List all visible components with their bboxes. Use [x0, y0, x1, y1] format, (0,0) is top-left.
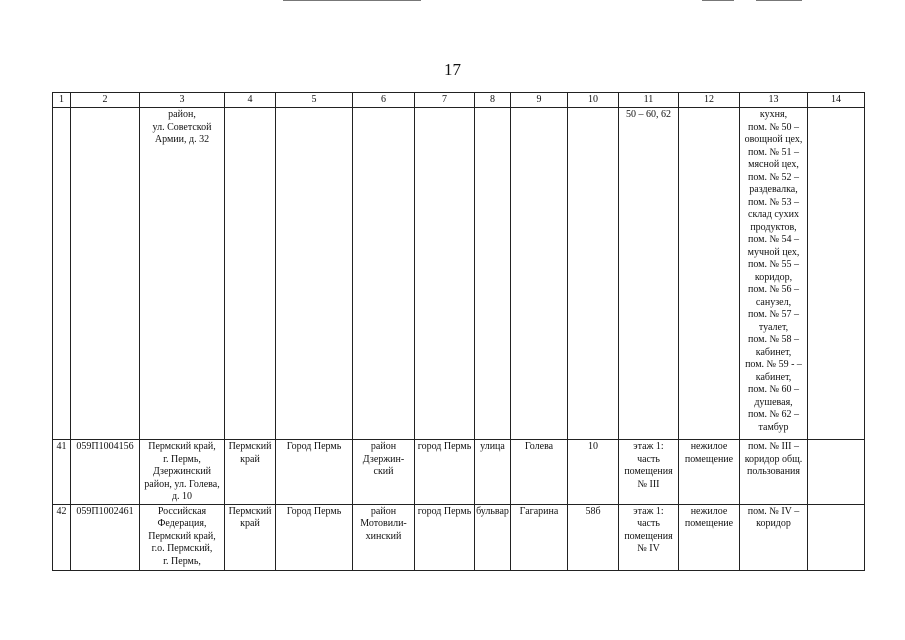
table-cell: Город Пермь: [276, 504, 353, 570]
column-header: 11: [619, 93, 679, 108]
table-cell: 059П1002461: [71, 504, 140, 570]
column-header: 5: [276, 93, 353, 108]
table-cell: Голева: [511, 440, 568, 505]
header-row: [53, 93, 865, 108]
table-cell: 42: [53, 504, 71, 570]
table-cell: нежилое помещение: [679, 504, 740, 570]
table-cell: бульвар: [475, 504, 511, 570]
table-cell: город Пермь: [415, 440, 475, 505]
column-header: 8: [475, 93, 511, 108]
table-cell: 58б: [568, 504, 619, 570]
table-cell: Пермский край, г. Пермь, Дзержинский район, ул. Голева, д. 10: [140, 440, 225, 505]
table-row: [53, 440, 865, 505]
table-cell: [475, 108, 511, 440]
table-cell: район, ул. Советской Армии, д. 32: [140, 108, 225, 440]
column-header: 7: [415, 93, 475, 108]
table-row: [53, 504, 865, 570]
column-header: 12: [679, 93, 740, 108]
table-cell: район Дзержин- ский: [353, 440, 415, 505]
table-cell: Город Пермь: [276, 440, 353, 505]
table-cell: [353, 108, 415, 440]
table-row: [53, 108, 865, 440]
table-cell: [225, 108, 276, 440]
table-cell: [415, 108, 475, 440]
table-cell: Пермский край: [225, 504, 276, 570]
table-cell: [808, 504, 865, 570]
column-header: 1: [53, 93, 71, 108]
table-cell: [53, 108, 71, 440]
register-table: [52, 92, 865, 571]
table-cell: нежилое помещение: [679, 440, 740, 505]
column-header: 3: [140, 93, 225, 108]
top-edge-line: [702, 0, 734, 1]
table-cell: 41: [53, 440, 71, 505]
table-cell: Российская Федерация, Пермский край, г.о. Пермский, г. Пермь,: [140, 504, 225, 570]
table-cell: [276, 108, 353, 440]
table-cell: [679, 108, 740, 440]
top-edge-line: [283, 0, 421, 1]
table-cell: [511, 108, 568, 440]
table-cell: [808, 108, 865, 440]
table-cell: пом. № III – коридор общ. пользования: [740, 440, 808, 505]
table-cell: [568, 108, 619, 440]
table-cell: этаж 1: часть помещения № IV: [619, 504, 679, 570]
table-cell: улица: [475, 440, 511, 505]
page-number: 17: [444, 60, 461, 79]
column-header: 14: [808, 93, 865, 108]
column-header: 6: [353, 93, 415, 108]
table-cell: 10: [568, 440, 619, 505]
table-cell: [808, 440, 865, 505]
table-cell: 059П1004156: [71, 440, 140, 505]
table-cell: этаж 1: часть помещения № III: [619, 440, 679, 505]
table-cell: Пермский край: [225, 440, 276, 505]
column-header: 13: [740, 93, 808, 108]
table-cell: город Пермь: [415, 504, 475, 570]
table-cell: пом. № IV – коридор: [740, 504, 808, 570]
column-header: 4: [225, 93, 276, 108]
table-cell: Гагарина: [511, 504, 568, 570]
table-cell: кухня, пом. № 50 – овощной цех, пом. № 51 – мясной цех, пом. № 52 – раздевалка, пом. № 53 – склад сухих продуктов, пом. № 54 – мучной цех, пом. № 55 – коридор, пом. № 56 – санузел, пом. № 57 – туалет, пом. № 58 – кабинет, пом. № 59 - – кабинет, пом. № 60 – душевая, пом. № 62 – тамбур: [740, 108, 808, 440]
table-cell: [71, 108, 140, 440]
column-header: 9: [511, 93, 568, 108]
table-cell: 50 – 60, 62: [619, 108, 679, 440]
table-cell: район Мотовили- хинский: [353, 504, 415, 570]
column-header: 2: [71, 93, 140, 108]
column-header: 10: [568, 93, 619, 108]
top-edge-line: [756, 0, 802, 1]
